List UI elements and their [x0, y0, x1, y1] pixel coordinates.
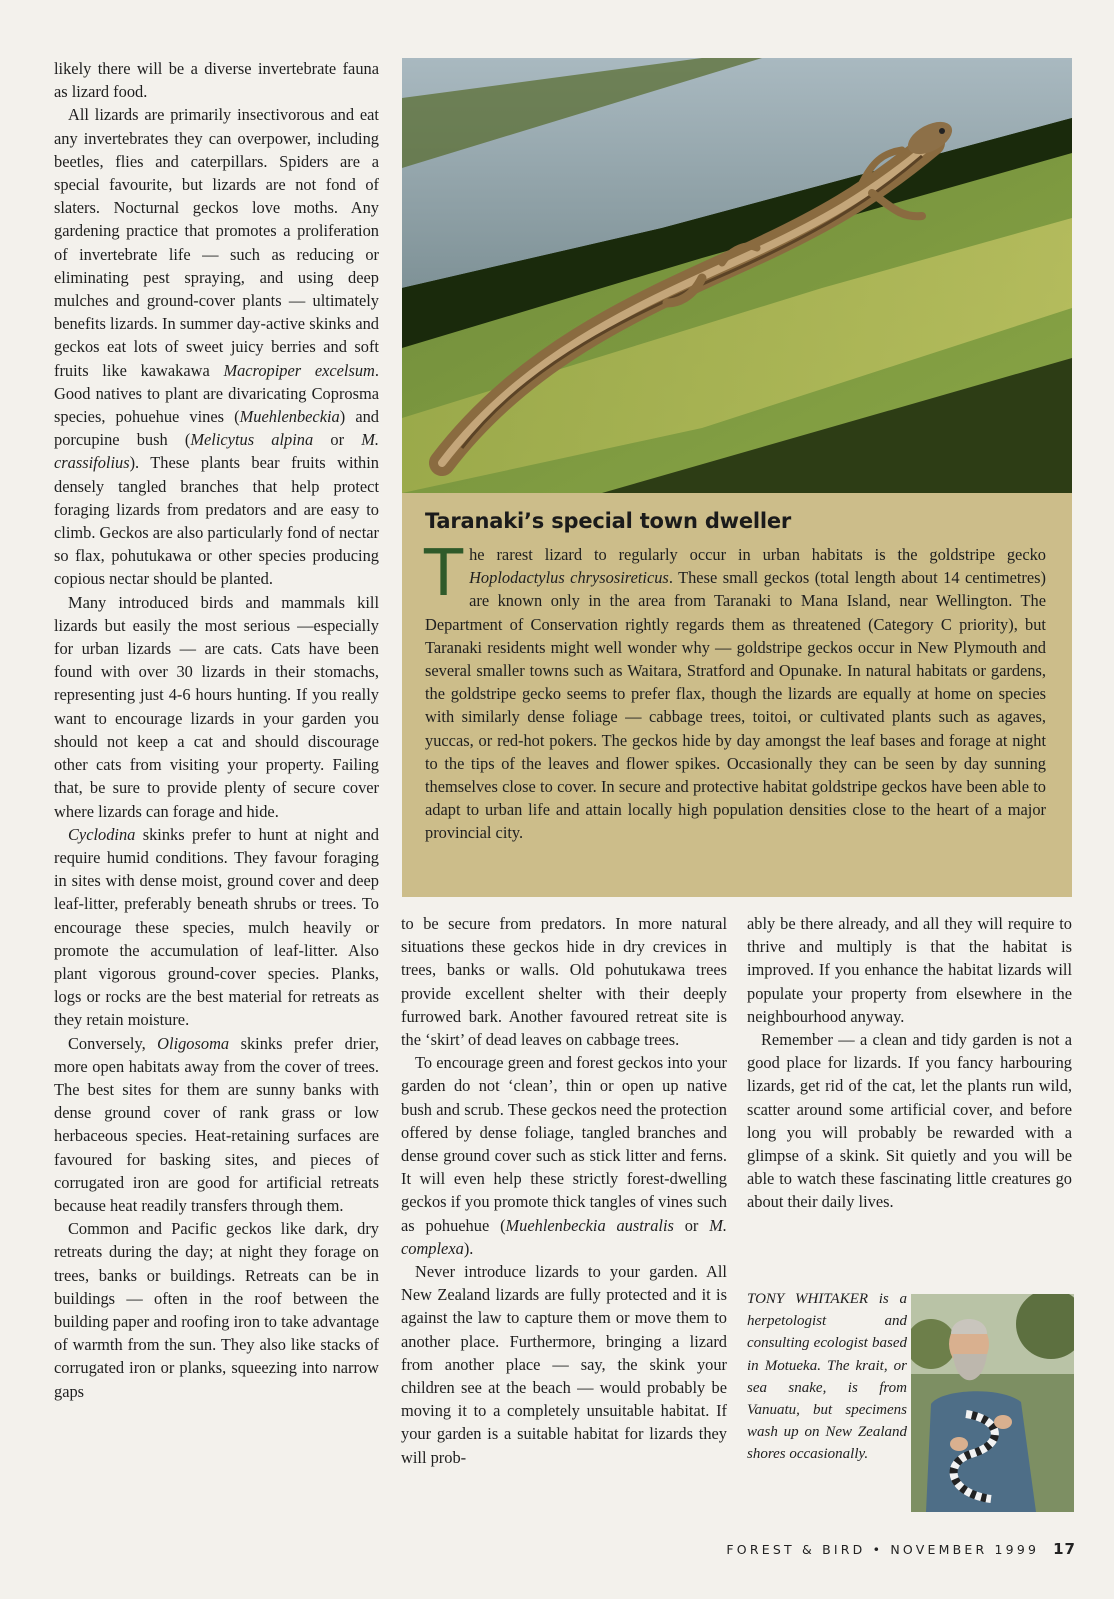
paragraph: Cyclodina skinks prefer to hunt at night and require humid conditions. They favour foraging in sites with dense moist, ground cover and deep leaf-litter, preferably beneath shrubs or trees. To encourage these species, mulch heavily or promote the accumulation of leaf-litter. Also plant vigorous ground-cover species. Planks, logs or rocks are the best material for retreats as they retain moisture. — [54, 824, 379, 1030]
paragraph: to be secure from predators. In more natural situations these geckos hide in dry crevices in trees, banks or walls. Old pohutukawa trees provide excellent shelter with their deeply furrowed bark. Another favoured retreat site is the ‘skirt’ of dead leaves on cabbage trees. — [401, 914, 727, 1050]
paragraph: Many introduced birds and mammals kill lizards but easily the most serious —especially for urban lizards — are cats. Cats have been found with over 30 lizards in their stomachs, representing just 4-6 hours hunting. If you really want to encourage lizards in your garden you should not keep a cat and should discourage other cats from visiting your property. Failing that, be sure to provide plenty of secure cover where lizards can forage and hide. — [54, 592, 379, 821]
paragraph: To encourage green and forest geckos into your garden do not ‘clean’, thin or open up native bush and scrub. These geckos need the protection offered by dense foliage, tangled branches and dense ground cover such as stick litter and ferns. It will even help these strictly forest-dwelling geckos if you promote thick tangles of vines such as pohuehue (Muehlenbeckia australis or M. complexa). — [401, 1053, 727, 1258]
sidebar-body — [424, 537, 1047, 845]
sidebar-text: he rarest lizard to regularly occur in urban habitats is the goldstripe gecko Hoplodactylus chrysosireticus. These small geckos (total length about 14 centimetres) are known only in the area from Taranaki to Mana Island, near Wellington. The Department of Conservation rightly regards them as threatened (Category C priority), but Taranaki residents might well wonder why — goldstripe geckos occur in New Plymouth and several smaller towns such as Waitara, Stratford and Opunake. In natural habitats or gardens, the goldstripe gecko seems to prefer flax, though the lizards are equally at home on species with similarly dense foliage — cabbage trees, toitoi, or cultivated plants such as agaves, yuccas, or red-hot pokers. The geckos hide by day amongst the leaf bases and forage at night to the tips of the leaves and flower spikes. Occasionally they can be seen by day sunning themselves close to cover. In secure and protective habitat goldstripe geckos have been able to adapt to urban life and attain locally high population densities close to the heart of a major provincial city. — [425, 545, 1047, 843]
paragraph: likely there will be a diverse invertebrate fauna as lizard food. — [54, 59, 379, 102]
sidebar-box — [402, 493, 1072, 897]
paragraph: Conversely, Oligosoma skinks prefer drier, more open habitats away from the cover of trees. The best sites for them are sunny banks with dense ground cover of rank grass or low herbaceous species. Heat-retaining surfaces are favoured for basking sites, and pieces of corrugated iron are good for artificial retreats because heat readily transfers through them. — [54, 1033, 379, 1215]
paragraph: ably be there already, and all they will require to thrive and multiply is that the habitat is improved. If you enhance the habitat lizards will populate your property from elsewhere in the neighbourhood anyway. — [747, 914, 1072, 1026]
author-photo — [911, 1294, 1074, 1512]
author-caption: TONY WHITAKER is a herpetologist and consulting ecologist based in Motueka. The krait, or sea snake, is from Vanuatu, but specimens wash up on New Zealand shores occasionally. — [747, 1291, 907, 1463]
gecko-photo — [402, 58, 1072, 493]
paragraph: All lizards are primarily insectivorous and eat any invertebrates they can overpower, including beetles, flies and caterpillars. Spiders are a special favourite, but lizards are not fond of slaters. Nocturnal geckos love moths. Any gardening practice that promotes a proliferation of invertebrate life — such as reducing or eliminating pest spraying, and using deep mulches and ground-cover plants — ultimately benefits lizards. In summer day-active skinks and geckos eat lots of sweet juicy berries and soft fruits like kawakawa Macropiper excelsum. Good natives to plant are divaricating Coprosma species, pohuehue vines (Muehlenbeckia) and porcupine bush (Melicytus alpina or M. crassifolius). These plants bear fruits within densely tangled branches that help protect foraging lizards from predators and are easy to climb. Geckos are also particularly fond of nectar so flax, pohutukawa or other species producing copious nectar should be planted. — [54, 105, 379, 589]
paragraph: Common and Pacific geckos like dark, dry retreats during the day; at night they forage on trees, banks or buildings. Retreats can be in buildings — often in the roof between the building paper and roofing iron to take advantage of warmth from the sun. They also like stacks of corrugated iron or planks, squeezing into narrow gaps — [54, 1219, 379, 1401]
middle-column — [401, 912, 727, 1469]
paragraph: Never introduce lizards to your garden. All New Zealand lizards are fully protected and it is against the law to capture them or move them to another place. Furthermore, bringing a lizard from another place — say, the skink your children see at the beach — would probably be moving it to a completely unsuitable habitat. If your garden is a suitable habitat for lizards they will prob- — [401, 1262, 727, 1467]
sidebar-title: Taranaki’s special town dweller — [425, 509, 792, 533]
drop-cap: T — [424, 537, 464, 611]
publication-info: FOREST & BIRD • NOVEMBER 1999 — [726, 1542, 1040, 1557]
page-number: 17 — [1053, 1540, 1076, 1558]
page-footer — [700, 1540, 1076, 1558]
right-column — [747, 912, 1072, 1214]
paragraph: Remember — a clean and tidy garden is not a good place for lizards. If you fancy harbouring lizards, get rid of the cat, let the plants run wild, scatter around some artificial cover, and before long you will probably be rewarded with a glimpse of a skink. Sit quietly and you will be able to watch these fascinating little creatures go about their daily lives. — [747, 1030, 1072, 1212]
left-column — [54, 57, 379, 1403]
